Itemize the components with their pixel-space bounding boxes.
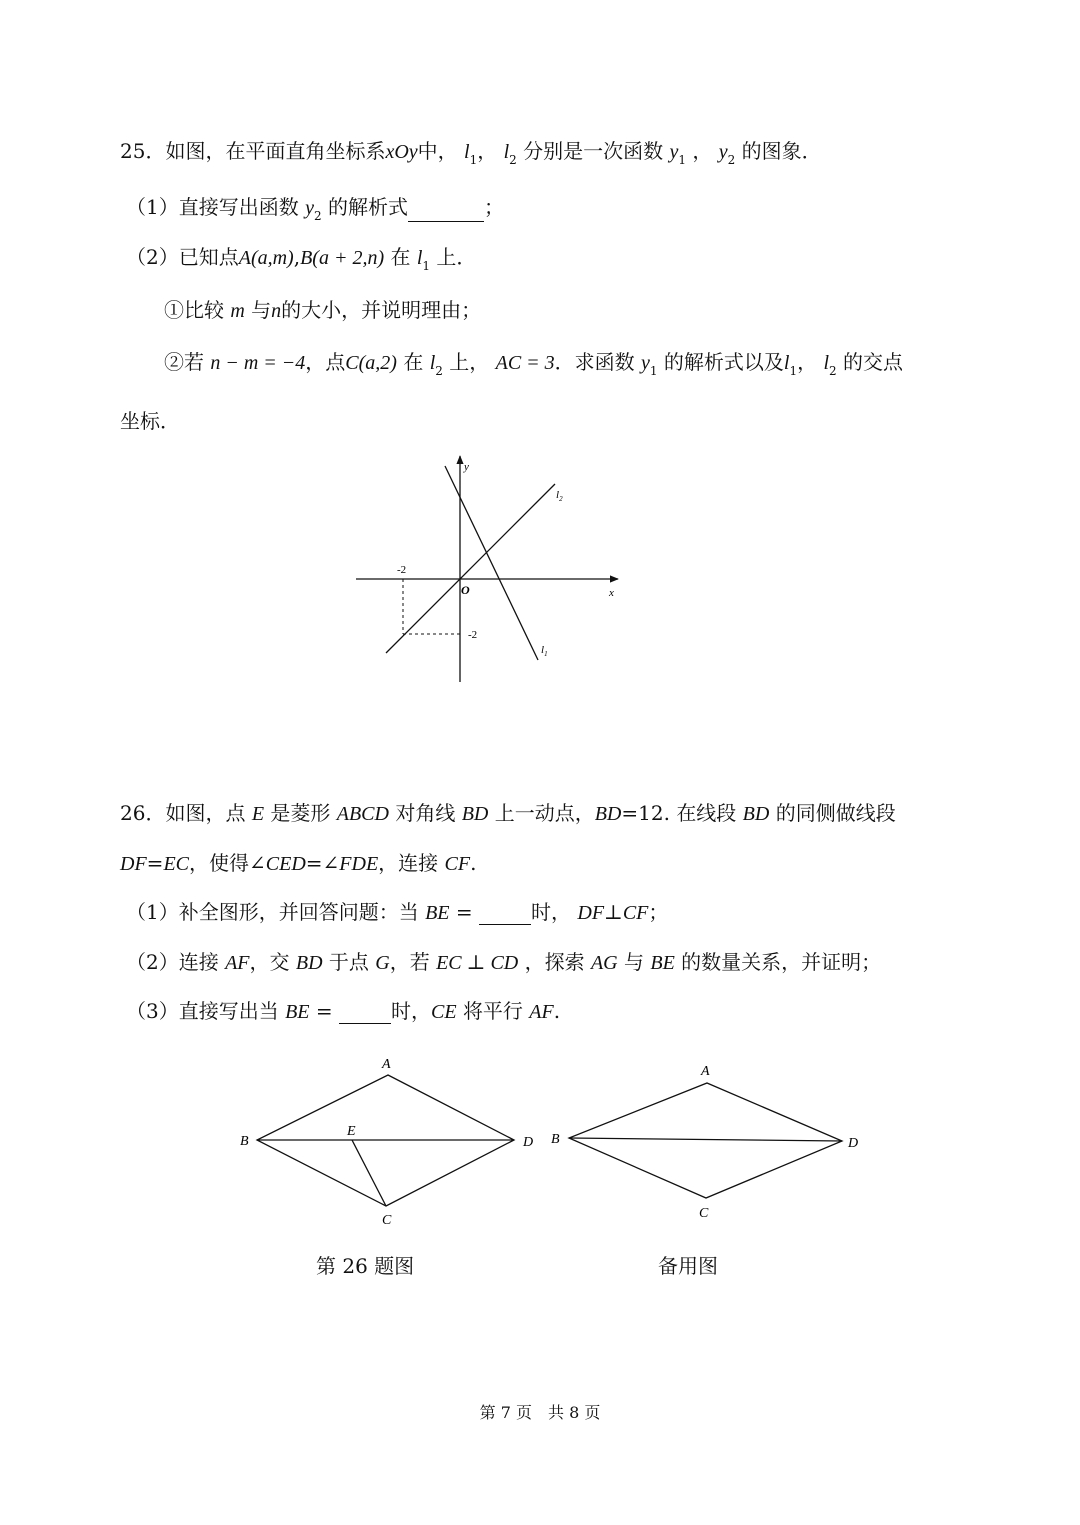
q26-part-2: （2）连接 AF，交 BD 于点 G，若 EC ⊥ CD ，探索 AG 与 BE 的数量关系，并证明；	[126, 950, 882, 974]
q25-part-2: （2）已知点A(a,m),B(a + 2,n) 在 $l_1$ 上．	[126, 245, 477, 273]
page-footer: 第 7 页 共 8 页	[479, 1403, 601, 1422]
vertex-c-label: C	[382, 1213, 392, 1228]
x-axis-label: x	[609, 587, 614, 599]
q26-number: 26．	[120, 801, 166, 825]
vertex-b-label: B	[551, 1132, 560, 1147]
answer-blank[interactable]	[408, 201, 484, 222]
vertex-d-label: D	[523, 1135, 534, 1150]
origin-label: O	[461, 583, 470, 597]
segment-ec	[352, 1140, 386, 1206]
label-l1: $l_1$	[541, 644, 548, 658]
vertex-a-label: A	[701, 1064, 710, 1079]
vertex-d-label: D	[848, 1136, 859, 1151]
q26-part-1: （1）补全图形，并回答问题：当 BE = 时， DF⊥CF；	[126, 900, 669, 924]
point-e-label: E	[347, 1124, 356, 1139]
q25-line-1: 25．如图，在平面直角坐标系xOy中， $l_1$， $l_2$ 分别是一次函数 $y_1$ ， $y_2$ 的图象．	[120, 139, 822, 167]
label-l2: $l_2$	[556, 489, 563, 503]
q25-coordinate-figure	[350, 450, 630, 690]
q25-item-1: ①比较 m 与n的大小，并说明理由；	[164, 298, 482, 322]
y-axis-label: y	[464, 461, 469, 473]
q26-line-2: DF=EC，使得∠CED=∠FDE，连接 CF.	[120, 851, 477, 875]
q26-line-1: 26．如图，点 E 是菱形 ABCD 对角线 BD 上一动点，BD=12. 在线段 BD 的同侧做线段	[120, 801, 896, 825]
q26-part-3: （3）直接写出当 BE = 时，CE 将平行 AF.	[126, 999, 561, 1023]
q25-item-2-cont: 坐标．	[120, 409, 180, 433]
vertex-a-label: A	[382, 1057, 391, 1072]
q26-backup-figure	[545, 1055, 865, 1230]
line-l1	[445, 466, 538, 660]
diagonal-bd-backup	[569, 1138, 842, 1141]
figure-caption-backup: 备用图	[658, 1254, 718, 1278]
q25-item-2: ②若 n − m = −4，点C(a,2) 在 $l_2$ 上， AC = 3．求函数 $y_1$ 的解析式以及$l_1$， $l_2$ 的交点	[164, 350, 904, 378]
q25-number: 25．	[120, 139, 166, 163]
q26-rhombus-figure	[230, 1050, 550, 1235]
figure-caption-main: 第 26 题图	[316, 1254, 415, 1278]
line-l2	[386, 484, 555, 653]
answer-blank[interactable]	[479, 904, 531, 925]
tick-neg2-y: -2	[468, 629, 478, 641]
tick-neg2-x: -2	[397, 564, 407, 576]
vertex-c-label: C	[699, 1206, 709, 1221]
q25-part-1: （1）直接写出函数 $y_2$ 的解析式 ；	[126, 195, 504, 223]
answer-blank[interactable]	[339, 1003, 391, 1024]
vertex-b-label: B	[240, 1134, 249, 1149]
